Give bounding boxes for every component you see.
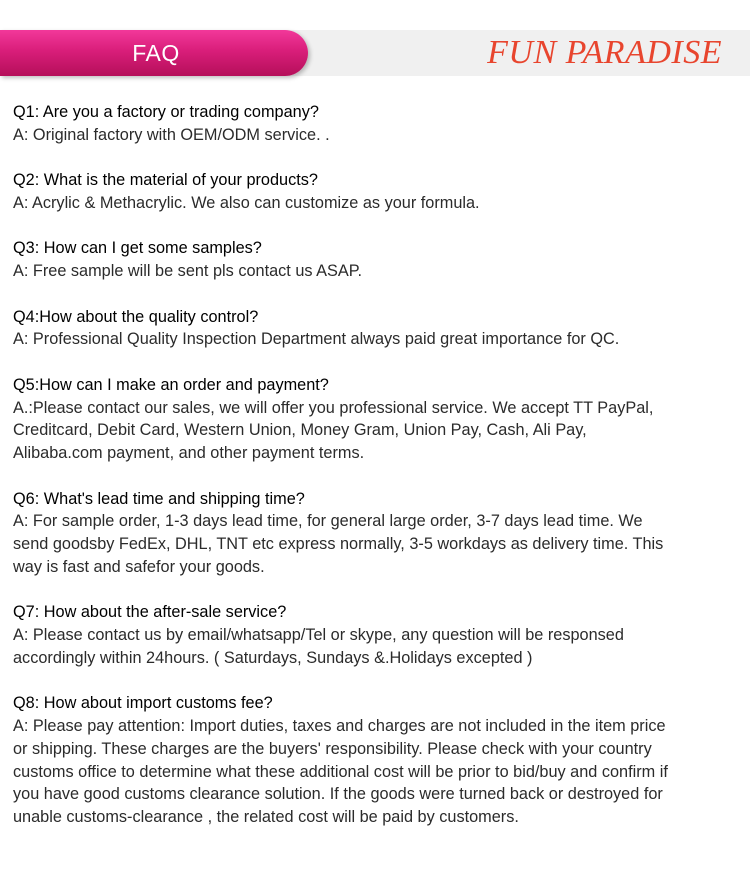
faq-list <box>13 101 743 829</box>
faq-question: Q1: Are you a factory or trading company? <box>13 103 319 121</box>
faq-answer-line: A: For sample order, 1-3 days lead time, for general large order, 3-7 days lead time. We <box>13 512 643 531</box>
faq-answer-line: send goodsby FedEx, DHL, TNT etc express normally, 3-5 workdays as delivery time. This <box>13 535 664 554</box>
faq-answer-line: A: Original factory with OEM/ODM service. . <box>13 125 330 144</box>
faq-question: Q6: What's lead time and shipping time? <box>13 489 305 508</box>
faq-answer-line: A: Professional Quality Inspection Department always paid great importance for QC. <box>13 330 620 349</box>
faq-answer-line: you have good customs clearance solution. If the goods were turned back or destroyed for <box>13 785 663 804</box>
faq-answer-line: A: Please contact us by email/whatsapp/Tel or skype, any question will be responsed <box>13 626 624 645</box>
faq-answer-line: customs office to determine what these additional cost will be prior to bid/buy and confirm if <box>13 762 668 781</box>
brand-logo-text: FUN PARADISE <box>487 34 722 71</box>
faq-question: Q3: How can I get some samples? <box>13 239 262 258</box>
faq-question: Q7: How about the after-sale service? <box>13 603 287 622</box>
faq-question: Q8: How about import customs fee? <box>13 694 273 713</box>
faq-item <box>13 101 743 147</box>
faq-question: Q2: What is the material of your products? <box>13 171 318 190</box>
faq-item <box>13 306 743 352</box>
faq-answer-line: Alibaba.com payment, and other payment terms. <box>13 444 365 463</box>
faq-tab <box>0 30 308 76</box>
faq-item <box>13 237 743 283</box>
faq-answer-line: accordingly within 24hours. ( Saturdays, Sundays &.Holidays excepted ) <box>13 648 533 667</box>
faq-question: Q4:How about the quality control? <box>13 307 259 326</box>
faq-answer-line: Creditcard, Debit Card, Western Union, Money Gram, Union Pay, Cash, Ali Pay, <box>13 421 587 440</box>
faq-header <box>0 30 750 76</box>
faq-item <box>13 488 743 579</box>
faq-item <box>13 692 743 829</box>
faq-question: Q5:How can I make an order and payment? <box>13 375 329 394</box>
faq-item <box>13 374 743 465</box>
faq-title: FAQ <box>132 39 180 66</box>
faq-answer-line: A: Please pay attention: Import duties, taxes and charges are not included in the item price <box>13 717 666 736</box>
faq-answer-line: A: Free sample will be sent pls contact us ASAP. <box>13 262 363 281</box>
faq-answer-line: or shipping. These charges are the buyers' responsibility. Please check with your country <box>13 739 652 758</box>
faq-answer-line: A: Acrylic & Methacrylic. We also can customize as your formula. <box>13 193 480 212</box>
faq-item <box>13 601 743 669</box>
faq-item <box>13 169 743 215</box>
faq-answer-line: unable customs-clearance , the related cost will be paid by customers. <box>13 808 519 827</box>
faq-answer-line: way is fast and safefor your goods. <box>13 557 265 576</box>
faq-answer-line: A.:Please contact our sales, we will offer you professional service. We accept TT PayPal, <box>13 398 654 417</box>
